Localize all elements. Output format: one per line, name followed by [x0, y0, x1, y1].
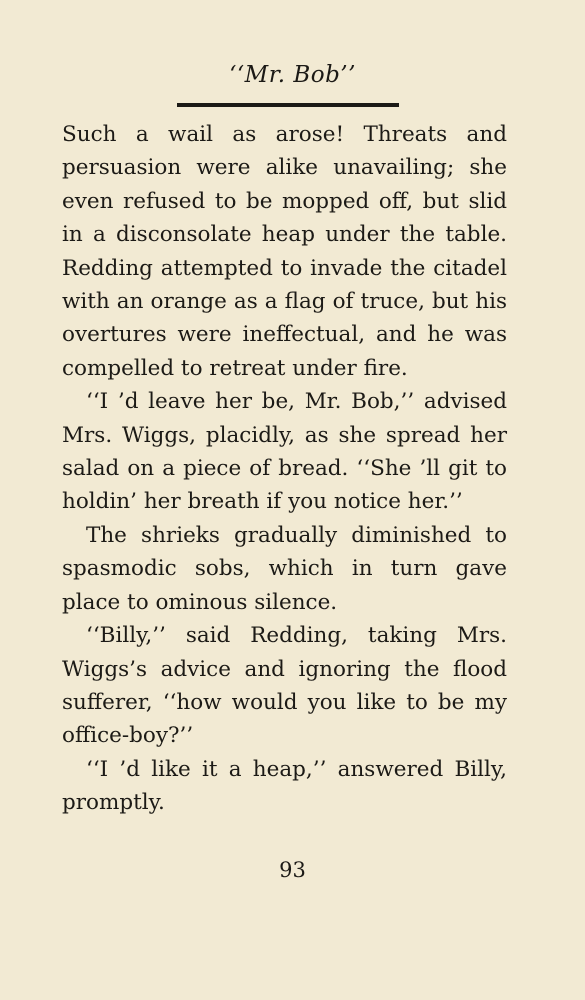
paragraph: ‘‘I ’d leave her be, Mr. Bob,’’ advised Mrs. Wiggs, placidly, as she spread her salad on a piece of bread. ‘‘She ’ll git to holdin’ her breath if you notice her.’’ [62, 389, 507, 515]
head-rule [177, 103, 399, 107]
paragraph: ‘‘Billy,’’ said Redding, taking Mrs. Wiggs’s advice and ignoring the flood sufferer, ‘‘how would you like to be my office-boy?’’ [62, 623, 507, 749]
body-text [62, 118, 507, 820]
paragraph: Such a wail as arose! Threats and persuasion were alike unavailing; she even refused to be mopped off, but slid in a disconsolate heap under the table. Redding attempted to invade the citadel with an orange as a flag of truce, but his overtures were ineffectual, and he was compelled to retreat under fire. [62, 122, 507, 381]
paragraph: ‘‘I ’d like it a heap,’’ answered Billy, promptly. [62, 756, 507, 816]
page-number: 93 [279, 858, 306, 882]
running-head: ‘‘Mr. Bob’’ [229, 62, 356, 88]
paragraph: The shrieks gradually diminished to spasmodic sobs, which in turn gave place to ominous silence. [62, 522, 507, 615]
